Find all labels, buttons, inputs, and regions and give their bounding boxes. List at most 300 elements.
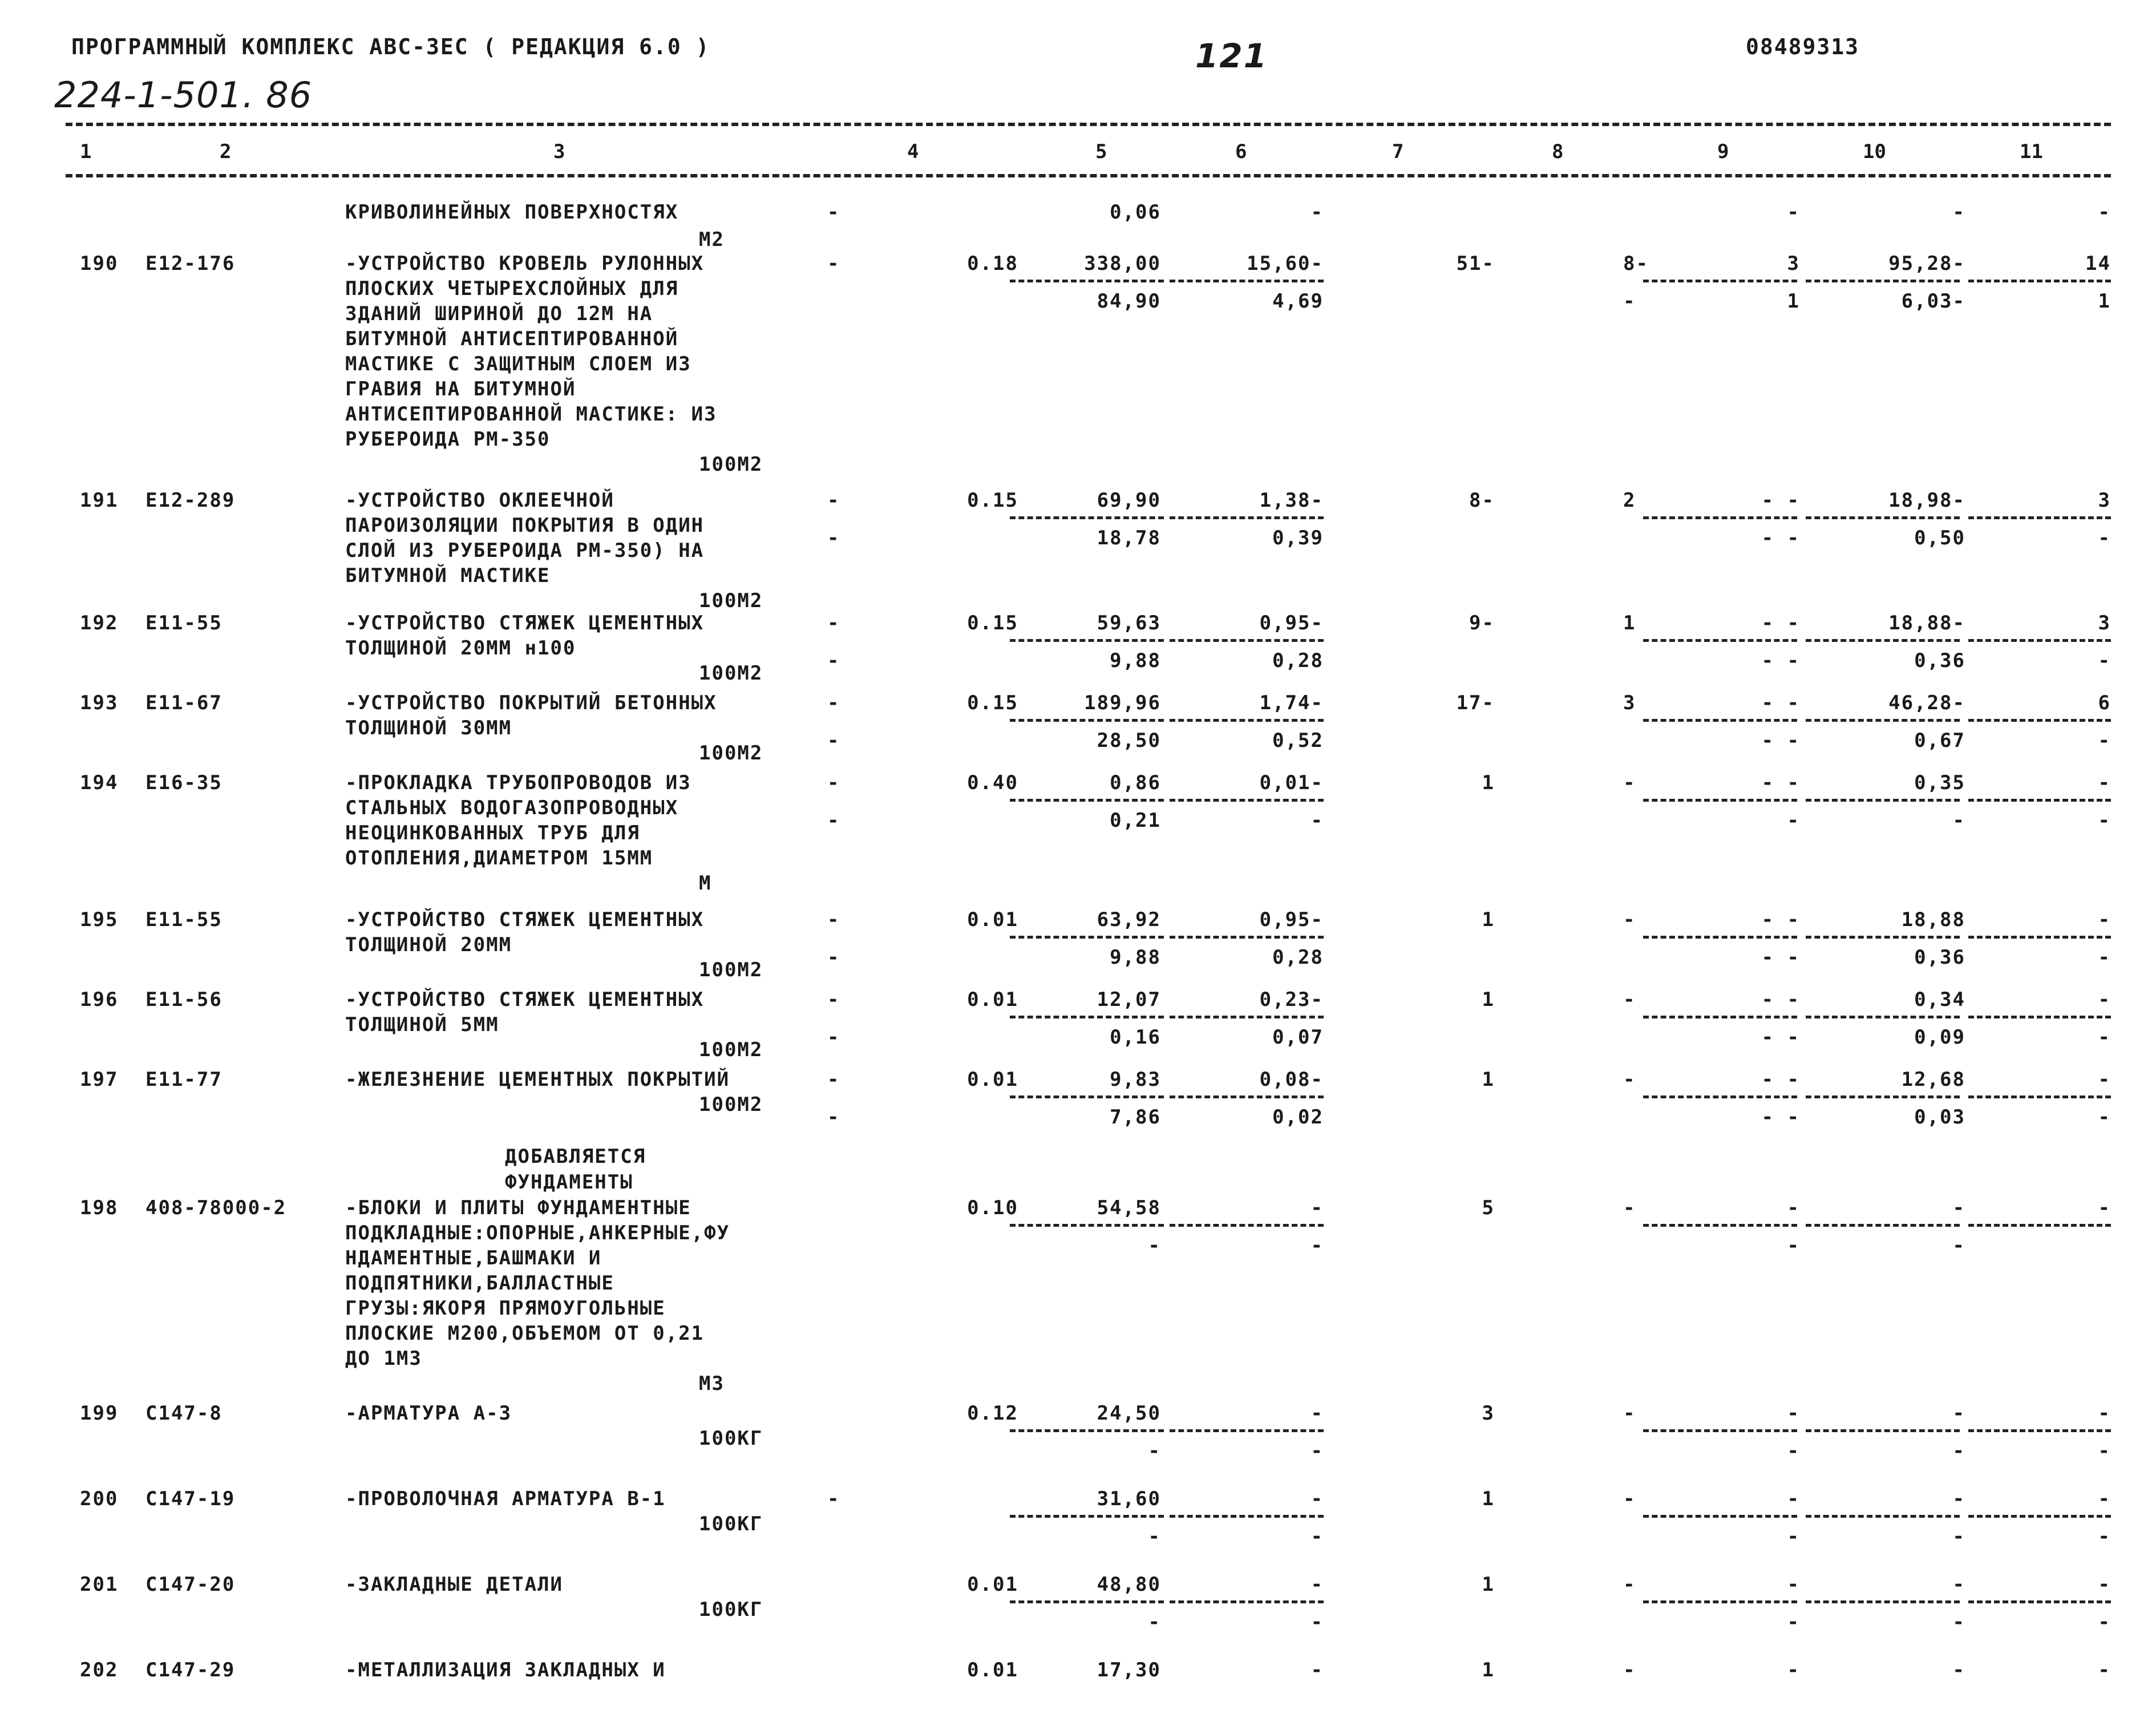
separator-col9 (1643, 639, 1797, 642)
row-col5-secondary: 9,88 (1110, 946, 1161, 969)
separator-col11 (1968, 1224, 2111, 1227)
row-col11: - (2098, 1487, 2111, 1510)
row-col7: 1 (1482, 1573, 1495, 1596)
row-col11-secondary: - (2098, 1026, 2111, 1049)
row-col10: - (1952, 1659, 1965, 1681)
separator-col6 (1170, 516, 1324, 519)
separator-col6 (1170, 1515, 1324, 1518)
row-unit: 100М2 (699, 959, 763, 981)
row-col10-secondary: 0,67 (1914, 729, 1965, 752)
row-col10: 18,88 (1901, 908, 1965, 931)
separator-col11 (1968, 936, 2111, 939)
row-col9: - - (1761, 489, 1800, 512)
row-col6: - (1310, 1196, 1324, 1219)
row-col5-secondary: - (1148, 1234, 1161, 1257)
col-header-5: 5 (1095, 140, 1107, 163)
separator-col10 (1806, 516, 1960, 519)
row-col9: 3 (1787, 252, 1800, 275)
row-col6: 1,74- (1259, 692, 1324, 714)
document-code: 08489313 (1746, 34, 1860, 59)
row-code: С147-29 (145, 1659, 236, 1681)
row-col4-secondary: - (827, 809, 840, 832)
col-header-4: 4 (907, 140, 919, 163)
row-code: С147-20 (145, 1573, 236, 1596)
row-col11-secondary: 1 (2098, 290, 2111, 313)
row-col4: - (827, 1487, 840, 1510)
row-col6-secondary: - (1310, 1440, 1324, 1462)
row-col11: - (2098, 771, 2111, 794)
separator-col5 (1010, 280, 1164, 282)
continuation-unit: М2 (699, 228, 725, 251)
row-quantity: 0.15 (967, 692, 1018, 714)
col-header-2: 2 (220, 140, 232, 163)
row-col4-secondary: - (827, 649, 840, 672)
continuation-col5: 0,06 (1110, 201, 1161, 224)
col-header-1: 1 (80, 140, 92, 163)
row-col4-secondary: - (827, 946, 840, 969)
row-col6: - (1310, 1659, 1324, 1681)
row-col6-secondary: - (1310, 1525, 1324, 1548)
row-col11: - (2098, 1402, 2111, 1425)
row-col6-secondary: 0,07 (1272, 1026, 1324, 1049)
added-section-heading: ДОБАВЛЯЕТСЯ (505, 1145, 646, 1168)
row-col6-secondary: 4,69 (1272, 290, 1324, 313)
row-col5: 0,86 (1110, 771, 1161, 794)
row-col10: 18,98- (1888, 489, 1965, 512)
separator-col9 (1643, 1224, 1797, 1227)
header-top-rule (66, 123, 2111, 126)
row-col6: 15,60- (1247, 252, 1324, 275)
separator-col6 (1170, 719, 1324, 722)
row-col6: - (1310, 1573, 1324, 1596)
row-col5: 31,60 (1097, 1487, 1161, 1510)
row-col7: 1 (1482, 908, 1495, 931)
separator-col11 (1968, 799, 2111, 802)
row-col8: - (1623, 1487, 1636, 1510)
row-col8: 8- (1623, 252, 1649, 275)
row-code: Е11-55 (145, 908, 223, 931)
row-col5: 338,00 (1084, 252, 1161, 275)
separator-col11 (1968, 1515, 2111, 1518)
row-col6-secondary: 0,52 (1272, 729, 1324, 752)
separator-col9 (1643, 516, 1797, 519)
row-code: Е16-35 (145, 771, 223, 794)
separator-col5 (1010, 639, 1164, 642)
row-quantity: 0.01 (967, 1068, 1018, 1091)
row-col5: 63,92 (1097, 908, 1161, 931)
row-description: -УСТРОЙСТВО ПОКРЫТИЙ БЕТОННЫХ ТОЛЩИНОЙ 30ММ (345, 692, 717, 739)
row-col10: 12,68 (1901, 1068, 1965, 1091)
row-number: 201 (80, 1573, 119, 1596)
row-col10-secondary: 0,36 (1914, 946, 1965, 969)
separator-col6 (1170, 1016, 1324, 1018)
row-col5: 54,58 (1097, 1196, 1161, 1219)
row-col10: 46,28- (1888, 692, 1965, 714)
row-col5-secondary: 28,50 (1097, 729, 1161, 752)
row-code: Е12-289 (145, 489, 236, 512)
row-unit: 100М2 (699, 589, 763, 612)
separator-col9 (1643, 1515, 1797, 1518)
row-col11: 14 (2085, 252, 2111, 275)
row-col5-secondary: 18,78 (1097, 527, 1161, 549)
col-header-6: 6 (1235, 140, 1247, 163)
row-col5-secondary: - (1148, 1611, 1161, 1634)
row-col5-secondary: - (1148, 1525, 1161, 1548)
separator-col9 (1643, 280, 1797, 282)
separator-col11 (1968, 1600, 2111, 1603)
row-col9: - - (1761, 612, 1800, 634)
row-col7: 8- (1469, 489, 1495, 512)
row-col8: - (1623, 1659, 1636, 1681)
separator-col11 (1968, 1016, 2111, 1018)
separator-col6 (1170, 1429, 1324, 1432)
row-col8: 3 (1623, 692, 1636, 714)
row-col8: 2 (1623, 489, 1636, 512)
row-description: -ПРОВОЛОЧНАЯ АРМАТУРА В-1 (345, 1487, 666, 1510)
separator-col10 (1806, 1224, 1960, 1227)
row-col9: - - (1761, 692, 1800, 714)
row-col5: 17,30 (1097, 1659, 1161, 1681)
row-col5: 24,50 (1097, 1402, 1161, 1425)
row-col8-secondary: - (1623, 290, 1636, 313)
separator-col5 (1010, 1224, 1164, 1227)
row-col8: - (1623, 1402, 1636, 1425)
separator-col9 (1643, 719, 1797, 722)
row-col4: - (827, 612, 840, 634)
separator-col10 (1806, 936, 1960, 939)
row-col4: - (827, 988, 840, 1011)
row-description: -УСТРОЙСТВО СТЯЖЕК ЦЕМЕНТНЫХ ТОЛЩИНОЙ 20ММ (345, 908, 705, 956)
separator-col10 (1806, 280, 1960, 282)
separator-col5 (1010, 1515, 1164, 1518)
row-col7: 5 (1482, 1196, 1495, 1219)
row-col11-secondary: - (2098, 729, 2111, 752)
row-col8: - (1623, 988, 1636, 1011)
row-code: Е11-55 (145, 612, 223, 634)
row-col11-secondary: - (2098, 809, 2111, 832)
row-col10-secondary: - (1952, 809, 1965, 832)
row-col8: 1 (1623, 612, 1636, 634)
row-col9-secondary: - - (1761, 1106, 1800, 1129)
row-col11: - (2098, 1196, 2111, 1219)
separator-col11 (1968, 719, 2111, 722)
separator-col6 (1170, 1600, 1324, 1603)
row-col7: 1 (1482, 771, 1495, 794)
row-col8: - (1623, 1573, 1636, 1596)
col-header-3: 3 (553, 140, 565, 163)
row-col6-secondary: - (1310, 809, 1324, 832)
row-col11: - (2098, 1068, 2111, 1091)
row-number: 199 (80, 1402, 119, 1425)
row-col4: - (827, 908, 840, 931)
row-col7: 1 (1482, 1068, 1495, 1091)
row-col5: 69,90 (1097, 489, 1161, 512)
row-col10: 95,28- (1888, 252, 1965, 275)
row-col10: 0,35 (1914, 771, 1965, 794)
separator-col9 (1643, 1016, 1797, 1018)
added-section-heading: ФУНДАМЕНТЫ (505, 1171, 633, 1194)
row-col10-secondary: 6,03- (1901, 290, 1965, 313)
row-unit: 100М2 (699, 742, 763, 765)
separator-col11 (1968, 1429, 2111, 1432)
row-unit: 100М2 (699, 1093, 763, 1116)
row-code: Е11-56 (145, 988, 223, 1011)
row-col9-secondary: - - (1761, 729, 1800, 752)
row-number: 193 (80, 692, 119, 714)
separator-col10 (1806, 1096, 1960, 1098)
row-description: -УСТРОЙСТВО КРОВЕЛЬ РУЛОННЫХ ПЛОСКИХ ЧЕТЫРЕХСЛОЙНЫХ ДЛЯ ЗДАНИЙ ШИРИНОЙ ДО 12М НА БИТУМНОЙ АНТИСЕПТИРОВАННОЙ МАСТИКЕ С ЗАЩИТНЫМ СЛОЕМ ИЗ ГРАВИЯ НА БИТУМНОЙ АНТИСЕПТИРОВАННОЙ МАСТИКЕ: ИЗ РУБЕРОИДА РМ-350 (345, 252, 717, 451)
separator-col10 (1806, 719, 1960, 722)
row-quantity: 0.01 (967, 1573, 1018, 1596)
row-col6-secondary: 0,39 (1272, 527, 1324, 549)
row-col7: 17- (1456, 692, 1495, 714)
row-col10-secondary: - (1952, 1611, 1965, 1634)
separator-col6 (1170, 1224, 1324, 1227)
separator-col10 (1806, 1600, 1960, 1603)
row-col6-secondary: 0,28 (1272, 649, 1324, 672)
row-number: 194 (80, 771, 119, 794)
col-header-10: 10 (1863, 140, 1886, 163)
row-col4: - (827, 1068, 840, 1091)
row-quantity: 0.01 (967, 988, 1018, 1011)
row-col4: - (827, 692, 840, 714)
row-number: 196 (80, 988, 119, 1011)
row-col6: 0,01- (1259, 771, 1324, 794)
row-col10-secondary: - (1952, 1525, 1965, 1548)
row-col10: - (1952, 1487, 1965, 1510)
row-col10: - (1952, 1402, 1965, 1425)
separator-col11 (1968, 516, 2111, 519)
row-description: -АРМАТУРА А-3 (345, 1402, 512, 1425)
row-col6: 0,95- (1259, 612, 1324, 634)
separator-col9 (1643, 799, 1797, 802)
separator-col6 (1170, 1096, 1324, 1098)
row-col9-secondary: - - (1761, 946, 1800, 969)
continuation-text: КРИВОЛИНЕЙНЫХ ПОВЕРХНОСТЯХ (345, 201, 679, 224)
page-number: 121 (1195, 37, 1268, 75)
row-col5-secondary: 0,21 (1110, 809, 1161, 832)
row-quantity: 0.15 (967, 489, 1018, 512)
row-col10: - (1952, 1573, 1965, 1596)
row-col7: 1 (1482, 988, 1495, 1011)
row-quantity: 0.15 (967, 612, 1018, 634)
row-quantity: 0.10 (967, 1196, 1018, 1219)
row-col5: 48,80 (1097, 1573, 1161, 1596)
row-col10-secondary: - (1952, 1234, 1965, 1257)
row-col9: - (1787, 1196, 1800, 1219)
row-col8: - (1623, 1068, 1636, 1091)
row-col4-secondary: - (827, 729, 840, 752)
separator-col9 (1643, 936, 1797, 939)
row-col11: 3 (2098, 612, 2111, 634)
row-col9-secondary: - (1787, 809, 1800, 832)
separator-col11 (1968, 280, 2111, 282)
continuation-col10: - (1952, 201, 1965, 224)
row-col5: 9,83 (1110, 1068, 1161, 1091)
row-col11: 6 (2098, 692, 2111, 714)
row-description: -ПРОКЛАДКА ТРУБОПРОВОДОВ ИЗ СТАЛЬНЫХ ВОДОГАЗОПРОВОДНЫХ НЕОЦИНКОВАННЫХ ТРУБ ДЛЯ ОТОПЛЕНИЯ,ДИАМЕТРОМ 15ММ (345, 771, 691, 870)
row-col4-secondary: - (827, 1026, 840, 1049)
row-col11-secondary: - (2098, 1440, 2111, 1462)
row-description: -ЖЕЛЕЗНЕНИЕ ЦЕМЕНТНЫХ ПОКРЫТИЙ (345, 1068, 730, 1091)
row-col11: - (2098, 908, 2111, 931)
row-col9: - - (1761, 908, 1800, 931)
row-col9: - - (1761, 771, 1800, 794)
row-col10: 18,88- (1888, 612, 1965, 634)
row-col8: - (1623, 1196, 1636, 1219)
row-col9: - (1787, 1402, 1800, 1425)
row-col10-secondary: 0,09 (1914, 1026, 1965, 1049)
row-col9: - (1787, 1487, 1800, 1510)
row-description: -УСТРОЙСТВО СТЯЖЕК ЦЕМЕНТНЫХ ТОЛЩИНОЙ 5ММ (345, 988, 705, 1036)
row-unit: 100КГ (699, 1513, 763, 1535)
row-unit: М3 (699, 1372, 725, 1395)
row-col9-secondary: - (1787, 1611, 1800, 1634)
row-col6: 0,95- (1259, 908, 1324, 931)
row-col5-secondary: 84,90 (1097, 290, 1161, 313)
row-col11: - (2098, 988, 2111, 1011)
separator-col10 (1806, 639, 1960, 642)
separator-col5 (1010, 719, 1164, 722)
row-unit: 100М2 (699, 453, 763, 476)
row-col5-secondary: 0,16 (1110, 1026, 1161, 1049)
row-col6: - (1310, 1487, 1324, 1510)
separator-col6 (1170, 280, 1324, 282)
row-col6-secondary: - (1310, 1611, 1324, 1634)
row-col5: 189,96 (1084, 692, 1161, 714)
row-col9: - - (1761, 988, 1800, 1011)
separator-col6 (1170, 936, 1324, 939)
row-col8: - (1623, 771, 1636, 794)
row-code: 408-78000-2 (145, 1196, 287, 1219)
separator-col10 (1806, 799, 1960, 802)
row-col6-secondary: - (1310, 1234, 1324, 1257)
col-header-8: 8 (1552, 140, 1564, 163)
row-col9-secondary: - (1787, 1525, 1800, 1548)
row-col11-secondary: - (2098, 946, 2111, 969)
separator-col9 (1643, 1600, 1797, 1603)
row-col9: - - (1761, 1068, 1800, 1091)
row-col7: 1 (1482, 1487, 1495, 1510)
separator-col5 (1010, 1096, 1164, 1098)
row-col6: 0,08- (1259, 1068, 1324, 1091)
row-col10-secondary: - (1952, 1440, 1965, 1462)
row-col11-secondary: - (2098, 1525, 2111, 1548)
row-number: 200 (80, 1487, 119, 1510)
separator-col6 (1170, 639, 1324, 642)
row-col7: 3 (1482, 1402, 1495, 1425)
separator-col5 (1010, 516, 1164, 519)
separator-col9 (1643, 1096, 1797, 1098)
separator-col9 (1643, 1429, 1797, 1432)
row-description: -БЛОКИ И ПЛИТЫ ФУНДАМЕНТНЫЕ ПОДКЛАДНЫЕ:ОПОРНЫЕ,АНКЕРНЫЕ,ФУ НДАМЕНТНЫЕ,БАШМАКИ И ПОДПЯТНИКИ,БАЛЛАСТНЫЕ ГРУЗЫ:ЯКОРЯ ПРЯМОУГОЛЬНЫЕ ПЛОСКИЕ М200,ОБЪЕМОМ ОТ 0,21 ДО 1М3 (345, 1196, 730, 1370)
row-col10: - (1952, 1196, 1965, 1219)
row-col4-secondary: - (827, 1106, 840, 1129)
row-col10-secondary: 0,50 (1914, 527, 1965, 549)
row-col9-secondary: - (1787, 1440, 1800, 1462)
separator-col6 (1170, 799, 1324, 802)
row-col11-secondary: - (2098, 527, 2111, 549)
row-col5-secondary: 9,88 (1110, 649, 1161, 672)
separator-col11 (1968, 639, 2111, 642)
row-col5: 59,63 (1097, 612, 1161, 634)
row-col5-secondary: - (1148, 1440, 1161, 1462)
row-col4: - (827, 252, 840, 275)
row-code: Е12-176 (145, 252, 236, 275)
row-code: Е11-67 (145, 692, 223, 714)
row-col11: - (2098, 1573, 2111, 1596)
separator-col5 (1010, 799, 1164, 802)
row-unit: 100М2 (699, 1038, 763, 1061)
row-col9-secondary: - - (1761, 1026, 1800, 1049)
row-col6-secondary: 0,02 (1272, 1106, 1324, 1129)
program-title: ПРОГРАММНЫЙ КОМПЛЕКС АВС-3ЕС ( РЕДАКЦИЯ 6.0 ) (71, 34, 710, 59)
separator-col5 (1010, 1016, 1164, 1018)
row-col11: - (2098, 1659, 2111, 1681)
row-quantity: 0.40 (967, 771, 1018, 794)
row-number: 195 (80, 908, 119, 931)
row-col11-secondary: - (2098, 649, 2111, 672)
row-description: -МЕТАЛЛИЗАЦИЯ ЗАКЛАДНЫХ И (345, 1659, 666, 1681)
row-col7: 1 (1482, 1659, 1495, 1681)
row-col6-secondary: 0,28 (1272, 946, 1324, 969)
row-number: 197 (80, 1068, 119, 1091)
row-col10-secondary: 0,03 (1914, 1106, 1965, 1129)
row-unit: М (699, 872, 712, 895)
row-unit: 100КГ (699, 1427, 763, 1450)
row-col5: 12,07 (1097, 988, 1161, 1011)
row-col6: - (1310, 1402, 1324, 1425)
row-col9-secondary: 1 (1787, 290, 1800, 313)
row-description: -УСТРОЙСТВО СТЯЖЕК ЦЕМЕНТНЫХ ТОЛЩИНОЙ 20ММ н100 (345, 612, 705, 660)
row-col11-secondary: - (2098, 1611, 2111, 1634)
handwritten-project-number: 224-1-501. 86 (54, 74, 313, 116)
row-number: 192 (80, 612, 119, 634)
row-unit: 100М2 (699, 662, 763, 685)
row-col4: - (827, 771, 840, 794)
row-col9: - (1787, 1659, 1800, 1681)
row-col11-secondary: - (2098, 1106, 2111, 1129)
row-col8: - (1623, 908, 1636, 931)
row-col4: - (827, 489, 840, 512)
row-col5-secondary: 7,86 (1110, 1106, 1161, 1129)
row-col11: 3 (2098, 489, 2111, 512)
row-number: 198 (80, 1196, 119, 1219)
row-code: С147-19 (145, 1487, 236, 1510)
separator-col5 (1010, 1429, 1164, 1432)
row-quantity: 0.18 (967, 252, 1018, 275)
row-number: 202 (80, 1659, 119, 1681)
row-description: -ЗАКЛАДНЫЕ ДЕТАЛИ (345, 1573, 563, 1596)
row-description: -УСТРОЙСТВО ОКЛЕЕЧНОЙ ПАРОИЗОЛЯЦИИ ПОКРЫТИЯ В ОДИН СЛОЙ ИЗ РУБЕРОИДА РМ-350) НА БИТУМНОЙ МАСТИКЕ (345, 489, 705, 587)
col-header-9: 9 (1717, 140, 1729, 163)
row-col9-secondary: - - (1761, 527, 1800, 549)
row-unit: 100КГ (699, 1598, 763, 1621)
continuation-col6: - (1310, 201, 1324, 224)
row-number: 190 (80, 252, 119, 275)
row-col9-secondary: - - (1761, 649, 1800, 672)
col-header-11: 11 (2020, 140, 2043, 163)
row-col6: 1,38- (1259, 489, 1324, 512)
row-code: С147-8 (145, 1402, 223, 1425)
header-bottom-rule (66, 174, 2111, 177)
separator-col5 (1010, 936, 1164, 939)
row-col4-secondary: - (827, 527, 840, 549)
row-col6: 0,23- (1259, 988, 1324, 1011)
continuation-marker: - (827, 201, 840, 224)
row-col10: 0,34 (1914, 988, 1965, 1011)
separator-col10 (1806, 1429, 1960, 1432)
